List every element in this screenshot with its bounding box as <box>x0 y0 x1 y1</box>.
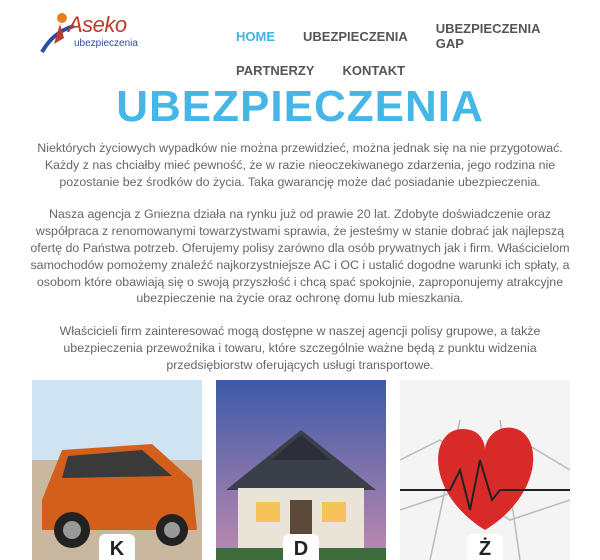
logo-subtitle: ubezpieczenia <box>74 38 138 49</box>
intro-content <box>30 140 570 374</box>
card-badge-z: Ż <box>467 534 503 560</box>
header <box>0 0 600 80</box>
nav-kontakt[interactable]: KONTAKT <box>342 62 406 78</box>
card-badge-k: K <box>99 534 135 560</box>
logo[interactable] <box>36 8 146 60</box>
offer-cards <box>32 380 576 560</box>
main-nav <box>230 22 570 90</box>
nav-ubezpieczenia[interactable]: UBEZPIECZENIA <box>303 28 408 44</box>
nav-partnerzy[interactable]: PARTNERZY <box>236 62 315 78</box>
logo-word: Aseko <box>68 12 127 37</box>
nav-home[interactable]: HOME <box>236 28 275 44</box>
page-title: UBEZPIECZENIA <box>116 82 484 131</box>
card-house[interactable] <box>216 380 386 560</box>
nav-ubezpieczenia-gap[interactable]: UBEZPIECZENIA GAP <box>435 21 540 51</box>
heart-image <box>400 380 570 560</box>
nav-row-1 <box>230 22 570 50</box>
car-image <box>32 380 202 560</box>
paragraph-2: Nasza agencja z Gniezna działa na rynku już od prawie 20 lat. Zdobyte doświadczenie oraz współpraca z renomowanymi towarzystwami sprawia, że jesteśmy w stanie dobrać jak najlepszą ofertę do Państwa potrzeb. Oferujemy polisy zarówno dla osób prywatnych jak i firm. Właścicielom samochodów pomożemy znaleźć najkorzystniejsze AC i OC i ustalić dogodne warunki ich spłaty, a osobom które obawiają się o swoją przyszłość i chcą spać spokojnie, zaproponujemy atrakcyjne ubezpieczenie na życie oraz ochronę domu lub mieszkania. <box>30 207 570 306</box>
house-image <box>216 380 386 560</box>
card-heart[interactable] <box>400 380 570 560</box>
card-car[interactable] <box>32 380 202 560</box>
paragraph-3: Właścicieli firm zainteresować mogą dostępne w naszej agencji polisy grupowe, a także ubezpieczenia przewoźnika i towaru, które szczególnie ważne będą z punktu widzenia przedsiębiorstw oferujących usługi transportowe. <box>59 324 541 372</box>
card-badge-d: D <box>283 534 319 560</box>
nav-row-2 <box>230 56 570 84</box>
paragraph-1: Niektórych życiowych wypadków nie można przewidzieć, można jednak się na nie przygotować. Każdy z nas chciałby mieć pewność, że w razie nieoczekiwanego zdarzenia, jego rodzina nie pozostanie bez środków do życia. Taka gwarancję może dać posiadanie ubezpieczenia. <box>37 141 563 189</box>
